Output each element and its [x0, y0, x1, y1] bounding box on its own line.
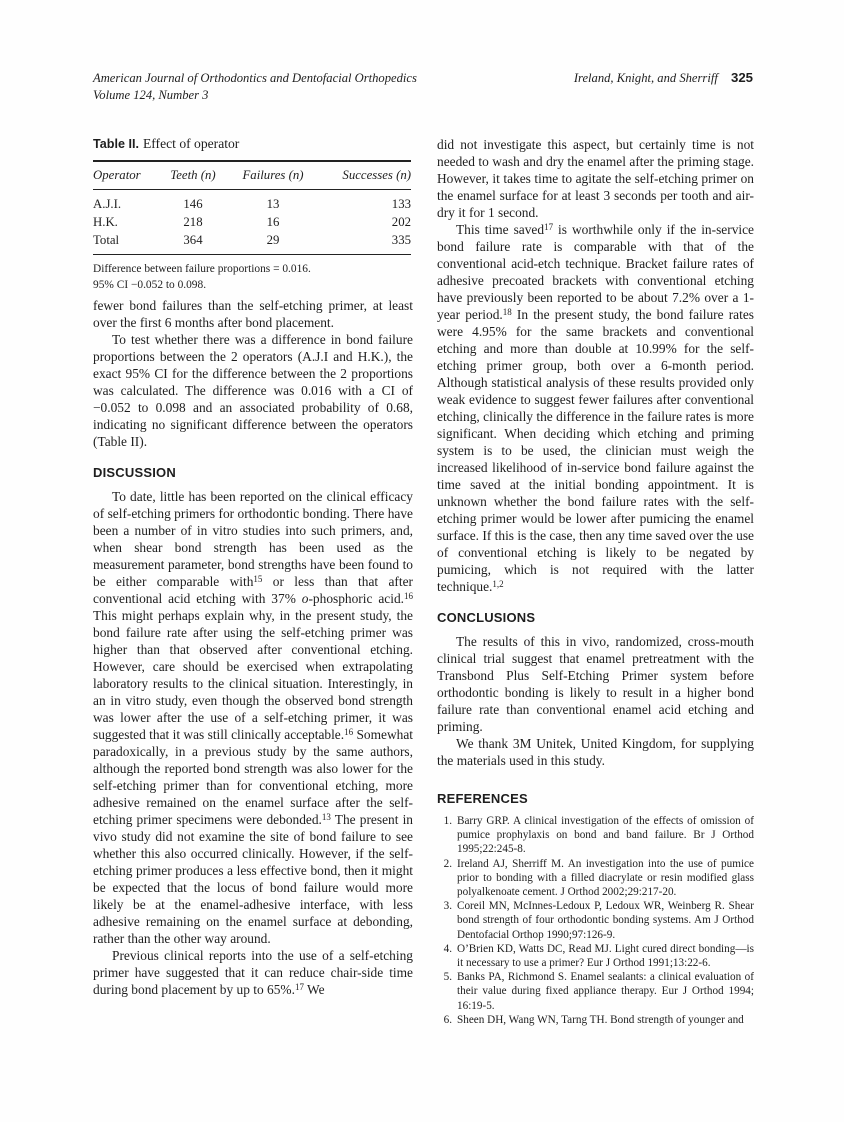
paragraph [93, 947, 413, 998]
table-cell: 146 [183, 197, 203, 211]
citation-superscript: 18 [502, 306, 512, 317]
section-heading-discussion: DISCUSSION [93, 465, 176, 480]
reference-item [437, 942, 754, 970]
table-column-header: Failures (n) [242, 168, 304, 182]
citation-superscript: 17 [294, 981, 304, 992]
body-text: is worthwhile only if the in-service bond failure rate is comparable with that of the conventional acid-etch technique. Bracket failure rates of adhesive precoated brackets with conventional etching have previously been reported to be about 7.2% over a 1-year period. [437, 222, 754, 322]
table-label: Table II. [93, 137, 139, 151]
table-footnotes [93, 262, 411, 293]
journal-title: American Journal of Orthodontics and Dentofacial Orthopedics [93, 71, 417, 85]
body-text: did not investigate this aspect, but certainly time is not needed to wash and dry the enamel after the priming stage. However, it takes time to agitate the self-etching primer on the enamel surface for at least 3 seconds per tooth and air-dry it for 1 second. [437, 137, 754, 220]
body-text: -phosphoric acid. [308, 591, 404, 606]
reference-text: Sheen DH, Wang WN, Tarng TH. Bond strength of younger and [457, 1013, 744, 1026]
reference-number: 1. [443, 815, 452, 827]
reference-text: Coreil MN, McInnes-Ledoux P, Ledoux WR, Weinberg R. Shear bond strength of four orthodontic bonding systems. Am J Orthod Dentofacial Orthop 1990;97:126-9. [457, 900, 754, 941]
paragraph [93, 331, 413, 450]
citation-superscript: 13 [321, 811, 331, 822]
body-text: To date, little has been reported on the clinical efficacy of self-etching primers for orthodontic bonding. There have been a number of in vitro studies into such primers, and, when shear bond strength has been used as the measurement parameter, bond strengths have been found to be either comparable with [93, 489, 413, 589]
running-authors: Ireland, Knight, and Sherriff [573, 71, 718, 85]
body-text: Somewhat paradoxically, in a previous study by the same authors, although the reported bond strength was also lower for the self-etching primer than for conventional etching, more adhesive remained on the enamel surface after the self-etching primer specimens were debonded. [93, 727, 413, 827]
table-cell: 29 [266, 233, 280, 247]
paragraph [93, 488, 413, 947]
journal-info [93, 70, 417, 103]
reference-item [437, 899, 754, 942]
table-cell: 133 [391, 197, 411, 211]
reference-text: Banks PA, Richmond S. Enamel sealants: a clinical evaluation of their value during fixed appliance therapy. Eur J Orthod 1994; 16:19-5. [457, 971, 754, 1012]
reference-number: 3. [443, 900, 452, 913]
reference-item [437, 814, 754, 857]
reference-item [437, 970, 754, 1013]
table-row [93, 232, 411, 255]
reference-number: 5. [443, 971, 452, 984]
table-row [93, 190, 411, 214]
reference-number: 4. [443, 942, 452, 955]
table-cell: 202 [391, 215, 411, 229]
body-text: or less than that after conventional acid etching with 37% [93, 574, 413, 606]
table-footnote: Difference between failure proportions = 0.016. [93, 263, 311, 275]
body-text: We thank 3M Unitek, United Kingdom, for supplying the materials used in this study. [437, 736, 754, 768]
table-cell: 13 [266, 197, 280, 211]
section-heading-conclusions: CONCLUSIONS [437, 610, 536, 625]
paragraph [437, 221, 754, 595]
running-authors-block [574, 70, 753, 87]
table-cell: 218 [183, 215, 203, 229]
paragraph [437, 136, 754, 221]
table-footnote: 95% CI −0.052 to 0.098. [93, 278, 207, 291]
table-header-row [93, 161, 411, 190]
table-column-header: Operator [93, 168, 141, 182]
table-cell: A.J.I. [93, 197, 122, 211]
section-heading-references: REFERENCES [437, 791, 528, 806]
reference-item [437, 1013, 754, 1027]
table-cell: 335 [391, 233, 411, 247]
table-cell: 16 [266, 215, 280, 229]
body-text: Previous clinical reports into the use of a self-etching primer have suggested that it can reduce chair-side time during bond placement by up to 65%. [93, 948, 413, 997]
table-body [93, 190, 411, 255]
table-header [93, 161, 411, 190]
references-list [437, 814, 754, 1027]
reference-item [437, 857, 754, 900]
table-column-header: Teeth (n) [170, 168, 216, 182]
table-row [93, 214, 411, 232]
journal-volume-line: Volume 124, Number 3 [93, 87, 209, 102]
left-text-column [93, 297, 413, 998]
citation-superscript: 1,2 [492, 578, 504, 589]
paragraph [437, 633, 754, 735]
running-head [93, 70, 753, 103]
paragraph [437, 735, 754, 769]
reference-text: Ireland AJ, Sherriff M. An investigation into the use of pumice prior to bonding with a filled diacrylate or resin modified glass polyalkenoate cement. J Orthod 2002;29:217-20. [457, 857, 754, 899]
body-text: The present in vivo study did not examine the site of bond failure to see whether this also occurred clinically. However, if the self-etching primer produces a less effective bond, then it might be expected that the locus of bond failure would more likely be at the enamel-adhesive interface, with less adhesive remaining on the enamel surface at debonding, rather than the other way around. [93, 812, 414, 946]
table-cell: Total [93, 233, 120, 247]
table-cell: H.K. [93, 215, 118, 229]
operator-results-table [93, 160, 411, 255]
table-column-header: Successes (n) [342, 168, 411, 182]
body-text: We [303, 982, 325, 997]
italic-text: o [301, 591, 309, 606]
right-text-column [437, 136, 754, 1027]
citation-superscript: 15 [253, 573, 263, 584]
table-caption: Effect of operator [142, 136, 240, 151]
table-2-block [93, 136, 411, 293]
body-text: This might perhaps explain why, in the present study, the bond failure rate after using the self-etching primer was higher than that observed after conventional etching. However, care should be exercised when extrapolating laboratory results to the clinical situation. Interestingly, in an in vitro study, even though the observed bond strength was lower after the use of a self-etching primer, it was suggested that it was still clinically acceptable. [93, 608, 413, 742]
page-number: 325 [730, 70, 753, 85]
citation-superscript: 16 [404, 590, 413, 601]
citation-superscript: 16 [344, 726, 354, 737]
paragraph [93, 297, 413, 331]
table-cell: 364 [183, 233, 203, 247]
body-text: This time saved [456, 222, 545, 237]
reference-number: 2. [443, 857, 452, 870]
reference-text: Barry GRP. A clinical investigation of the effects of omission of pumice prophylaxis on bond and band failure. Br J Orthod 1995;22:245-8. [457, 815, 754, 856]
citation-superscript: 17 [544, 221, 554, 232]
table-title [93, 136, 411, 152]
body-text: fewer bond failures than the self-etching primer, at least over the first 6 months after bond placement. [93, 298, 413, 330]
body-text: To test whether there was a difference in bond failure proportions between the 2 operators (A.J.I and H.K.), the exact 95% CI for the difference between the 2 proportions was calculated. The difference was 0.016 with a CI of −0.052 to 0.098 and an associated probability of 0.68, indicating no significant difference between the operators (Table II). [93, 332, 413, 449]
reference-text: O’Brien KD, Watts DC, Read MJ. Light cured direct bonding—is it necessary to use a primer? Eur J Orthod 1991;13:22-6. [457, 942, 754, 970]
body-text: In the present study, the bond failure rates were 4.95% for the same brackets and conventional etching and more than double at 10.99% for the self-etching primer group, both over a 6-month period. Although statistical analysis of these results provided only weak evidence to suggest fewer failures after conventional etching, clinically the difference in the failure rates is more significant. When deciding which etching and priming system is to be used, the clinician must weigh the increased likelihood of in-service bond failure against the time saved at the initial bonding appointment. It is unknown whether the bond failure rates with the self-etching primer would be lower after pumicing the enamel surface. If this is the case, then any time saved over the use of conventional etching is likely to be negated by pumicing, which is not required with the latter technique. [437, 307, 754, 594]
reference-number: 6. [443, 1013, 452, 1026]
body-text: The results of this in vivo, randomized, cross-mouth clinical trial suggest that enamel pretreatment with the Transbond Plus Self-Etching Primer system before orthodontic bonding is likely to result in a higher bond failure rate than conventional enamel acid etching and priming. [437, 634, 754, 734]
